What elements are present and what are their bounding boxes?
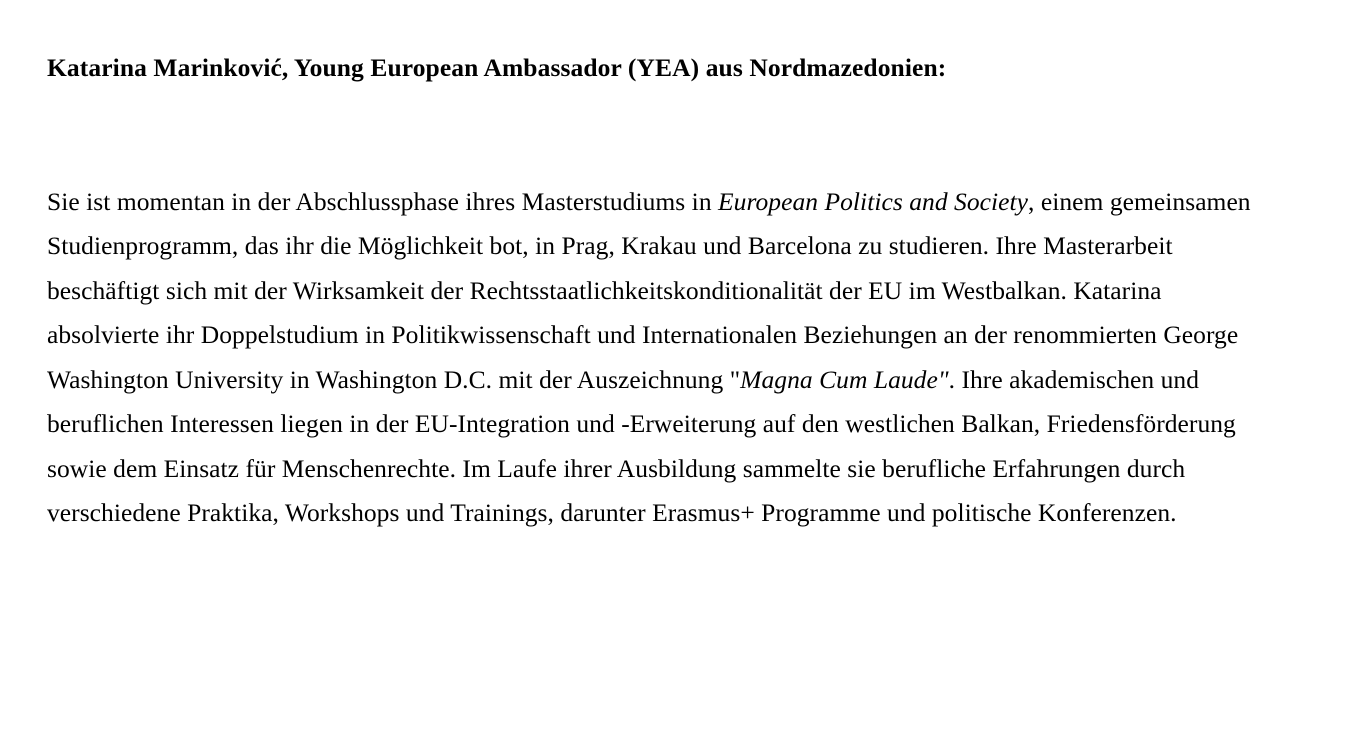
paragraph-segment-1: Sie ist momentan in der Abschlussphase ihres Masterstudiums in xyxy=(47,186,719,216)
paragraph-segment-2: , einem gemeinsamen Studienprogramm, das ihr die Möglichkeit bot, in Prag, Krakau und Barcelona zu studieren. Ihre Masterarbeit beschäftigt sich mit der Wirksamkeit der Rechtsstaatlichkeitskonditionalität der EU im Westbalkan. Katarina absolvierte ihr Doppelstudium in Politikwissenschaft und Internationalen Beziehungen an der renommierten George Washington University in Washington D.C. mit der Auszeichnung " xyxy=(47,186,1251,394)
emphasis-honors-distinction: Magna Cum Laude" xyxy=(740,364,949,394)
emphasis-programme-name: European Politics and Society xyxy=(718,186,1029,216)
title-body-spacer xyxy=(47,84,1255,180)
biography-paragraph xyxy=(47,180,1255,536)
page-title: Katarina Marinković, Young European Ambassador (YEA) aus Nordmazedonien: xyxy=(47,53,947,82)
paragraph-segment-3: . Ihre akademischen und beruflichen Interessen liegen in der EU-Integration und -Erweiterung auf den westlichen Balkan, Friedensförderung sowie dem Einsatz für Menschenrechte. Im Laufe ihrer Ausbildung sammelte sie berufliche Erfahrungen durch verschiedene Praktika, Workshops und Trainings, darunter Erasmus+ Programme und politische Konferenzen. xyxy=(47,364,1236,528)
